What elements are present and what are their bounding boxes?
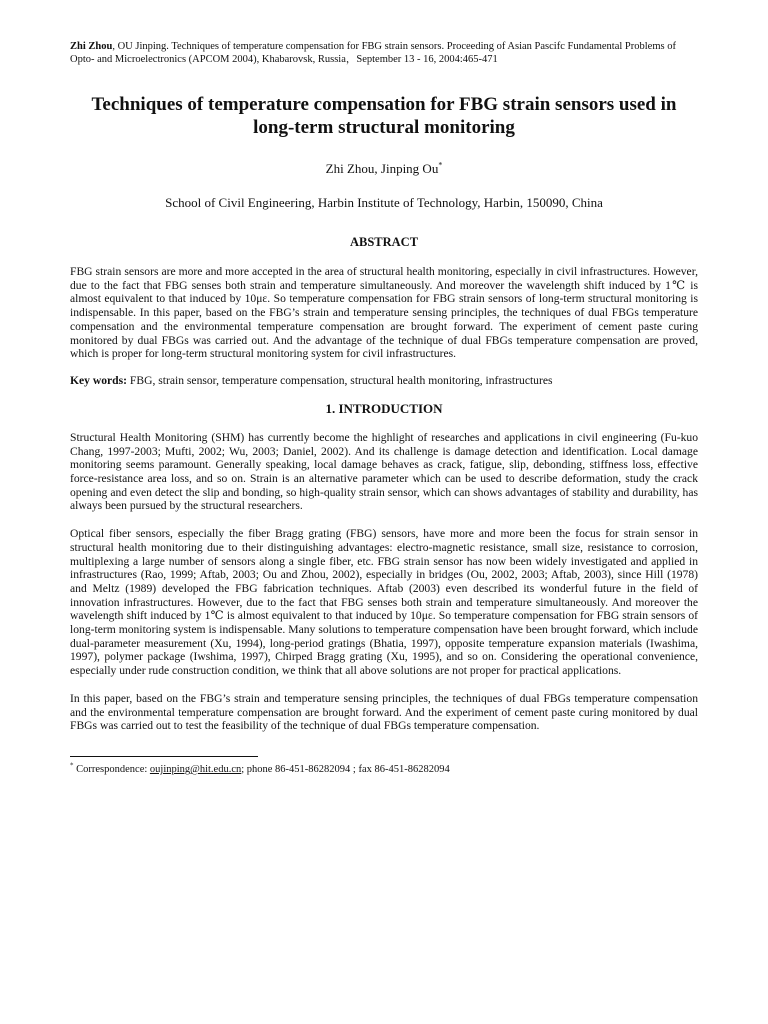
intro-paragraph-1: Structural Health Monitoring (SHM) has currently become the highlight of researches and applications in civil engineering (Fu-kuo Chang, 1997-2003; Mufti, 2002; Wu, 2003; Daniel, 2002). And its challenge is damage detection and identification. Local damage monitoring seems paramount. Generally speaking, local damage behaves as crack, fatigue, slip, debonding, stiffness loss, effective force-resistance area loss, and so on. Strain is an alternative parameter which can be used to describe deformation, study the crack opening and even detect the slip and bonding, so high-quality strain sensor, which can shows advantages of stability and durability, has always been pursued by the structural researchers. <box>70 430 698 513</box>
footnote-rule <box>70 756 258 757</box>
footnote-prefix: Correspondence: <box>73 763 150 775</box>
footnote <box>70 763 698 776</box>
keywords-label: Key words: <box>70 373 127 387</box>
intro-paragraph-3: In this paper, based on the FBG’s strain and temperature sensing principles, the techniques of dual FBGs temperature compensation and the environmental temperature compensation are brought forward. And the experiment of cement paste curing monitored by dual FBGs was carried out to test the feasibility of the technique of dual FBGs temperature compensation. <box>70 691 698 733</box>
abstract-text: FBG strain sensors are more and more accepted in the area of structural health monitoring, especially in civil infrastructures. However, due to the fact that FBG senses both strain and temperature simultaneously. And moreover the wavelength shift induced by 1℃ is almost equivalent to that induced by 10με. So temperature compensation for FBG strain sensors of long-term structural monitoring is indispensable. In this paper, based on the FBG’s strain and temperature sensing principles, the techniques of dual FBGs temperature compensation and the environmental temperature compensation are brought forward. The experiment of cement paste curing monitored by dual FBGs was carried out. And the advantage of the technique of dual FBGs temperature compensation are proved, which is proper for long-term structural monitoring system for civil infrastructures. <box>70 265 698 361</box>
author-names: Zhi Zhou, Jinping Ou <box>325 161 439 176</box>
footnote-email-link[interactable]: oujinping@hit.edu.cn <box>149 763 242 775</box>
abstract-heading: ABSTRACT <box>349 235 419 249</box>
paper-title: Techniques of temperature compensation for FBG strain sensors used in long-term structural monitoring <box>91 94 677 138</box>
footnote-suffix: ; phone 86-451-86282094 ; fax 86-451-86282094 <box>241 763 450 775</box>
keywords <box>70 374 698 388</box>
header-citation: , OU Jinping. Techniques of temperature compensation for FBG strain sensors. Proceeding of Asian Pascifc Fundamental Problems of Opto- and Microelectronics (APCOM 2004), Khabarovsk, Russia，September 13 - 16, 2004:465-471 <box>70 41 676 65</box>
keywords-text: FBG, strain sensor, temperature compensation, structural health monitoring, infrastructures <box>127 373 553 387</box>
citation-header <box>70 40 698 66</box>
introduction-heading: 1. INTRODUCTION <box>325 400 443 416</box>
author-mark: * <box>438 160 443 170</box>
footnote-mark: * <box>70 761 74 770</box>
affiliation: School of Civil Engineering, Harbin Institute of Technology, Harbin, 150090, China <box>165 195 603 210</box>
paper-page <box>70 40 698 786</box>
authors <box>70 161 698 177</box>
header-first-author: Zhi Zhou <box>70 41 113 52</box>
intro-paragraph-2: Optical fiber sensors, especially the fiber Bragg grating (FBG) sensors, have more and more been the focus for strain sensor in structural health monitoring due to their distinguishing advantages: electro-magnetic resistance, small size, resistance to corrosion, multiplexing a large number of sensors along a single fiber, etc. FBG strain sensor has now been widely investigated and applied in infrastructures (Rao, 1999; Aftab, 2003; Ou and Zhou, 2002), especially in bridges (Ou, 2002, 2003; Aftab, 2003), since Hill (1978) and Meltz (1989) developed the FBG fabrication techniques. Aftab (2003) even described its wonderful future in the field of innovation infrastructures. However, due to the fact that FBG senses both strain and temperature simultaneously. And moreover the wavelength shift induced by 1℃ is almost equivalent to that induced by 10με. So temperature compensation for FBG strain sensors of long-term monitoring system is indispensable. Many solutions to temperature compensation have been brought forward, which include dual-parameter measurement (Xu, 1994), long-period gratings (Bhatia, 1997), opposite temperature expansion materials (Iwashima, 1997), polymer package (Iwshima, 1997), Chirped Bragg grating (Xu, 1995), and so on. Considering the operational convenience, especially under rude construction condition, we think that all above solutions are not proper for practical applications. <box>70 527 698 678</box>
